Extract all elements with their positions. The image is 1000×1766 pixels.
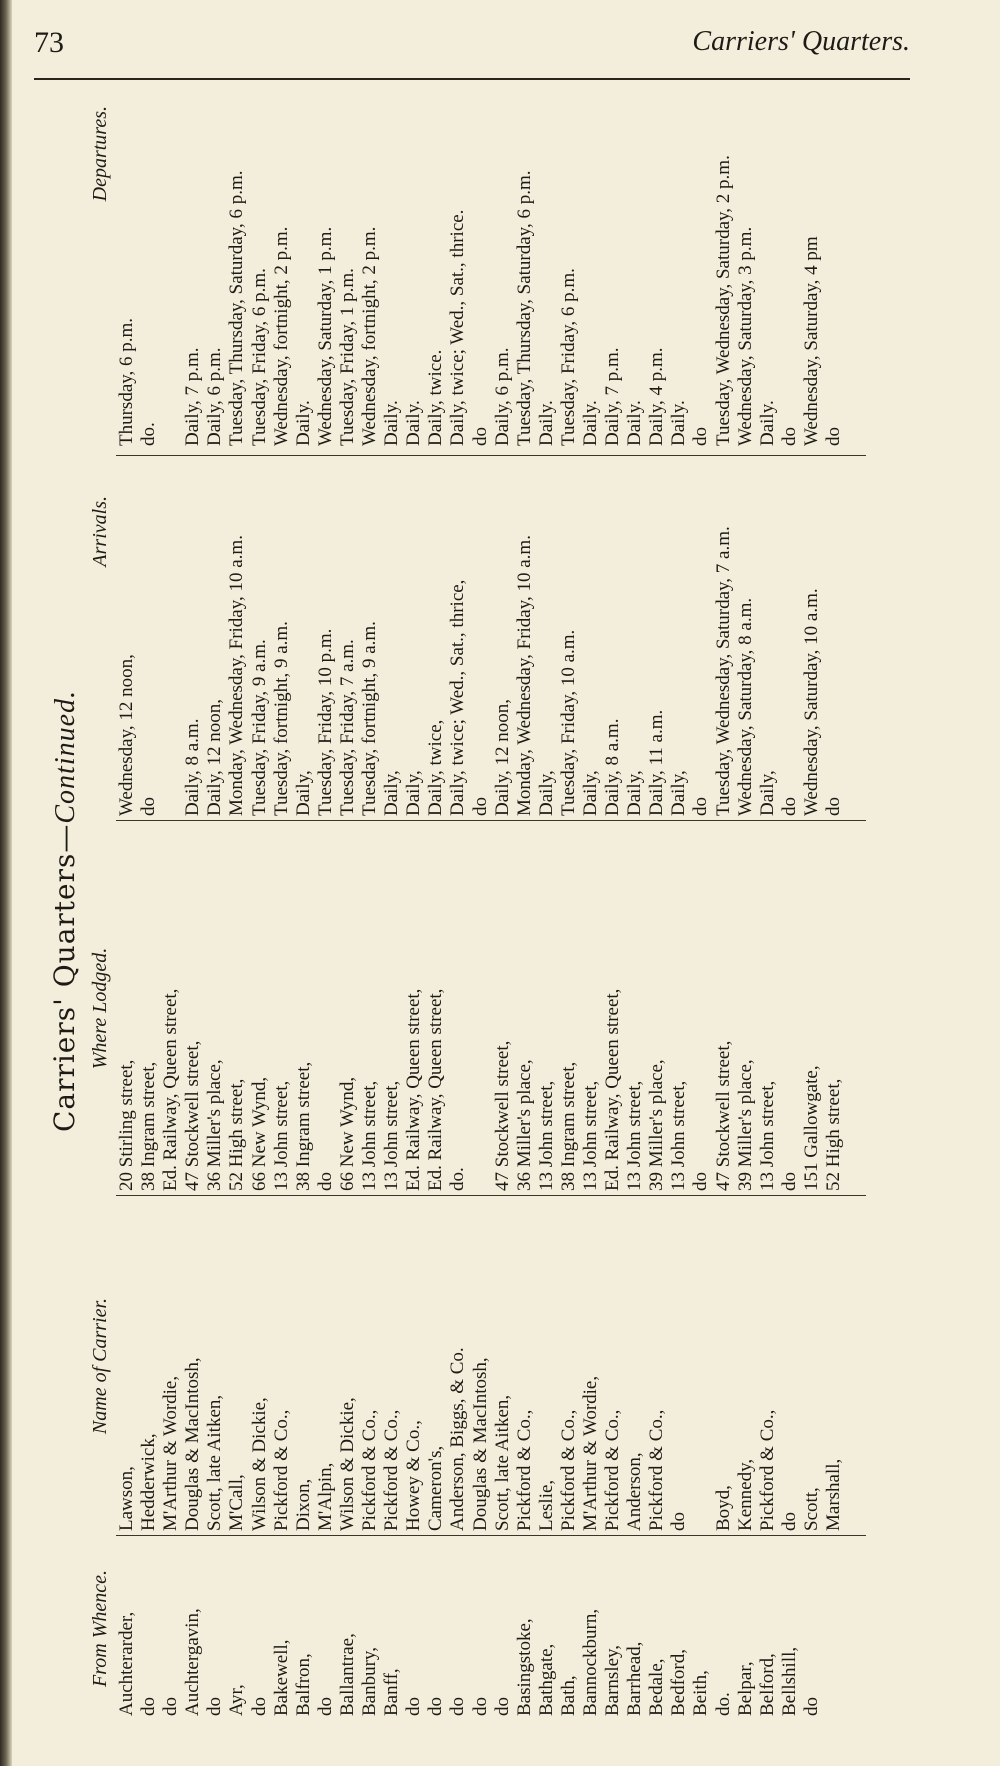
table-cell-carrier: Wilson & Dickie, — [336, 1397, 358, 1531]
table-cell-whence: do — [491, 1697, 513, 1716]
table-cell-arrivals: Daily, — [668, 770, 690, 816]
header-rule — [34, 78, 910, 80]
table-cell-whence: Bannockburn, — [579, 1608, 601, 1716]
table-cell-arrivals: Daily, — [756, 770, 778, 816]
table-cell-carrier: do — [668, 1512, 690, 1531]
table-cell-whence: Bellshill, — [778, 1646, 800, 1716]
table-cell-departures: Tuesday, Friday, 6 p.m. — [557, 268, 579, 446]
column-where-lodged — [84, 826, 845, 1191]
table-cell-whence: do — [425, 1697, 447, 1716]
table-cell-whence: Banff, — [381, 1668, 403, 1716]
table-cell-arrivals: Daily, — [381, 770, 403, 816]
table-cell-arrivals: Tuesday, fortnight, 9 a.m. — [270, 621, 292, 816]
header-departures: Departures. — [89, 106, 111, 202]
table-cell-whence: Beith, — [690, 1670, 712, 1716]
table-cell-arrivals: Tuesday, Friday, 9 a.m. — [248, 639, 270, 816]
column-departures — [84, 86, 845, 446]
table-cell-whence: Bath, — [557, 1675, 579, 1716]
table-cell-carrier: Marshall, — [823, 1458, 844, 1531]
table-cell-whence: Balfron, — [292, 1653, 314, 1716]
table-cell-carrier: Kennedy, — [734, 1458, 756, 1531]
column-divider — [116, 820, 866, 821]
table-cell-whence: do — [469, 1697, 491, 1716]
table-cell-departures — [160, 86, 182, 446]
table-cell-carrier — [690, 1201, 712, 1531]
table-cell-departures: Daily, twice; Wed., Sat., thrice. — [447, 209, 469, 446]
table-cell-arrivals: Tuesday, Friday, 10 p.m. — [314, 628, 336, 816]
table-cell-carrier: Lawson, — [116, 1466, 137, 1531]
table-cell-departures: Daily. — [535, 400, 557, 446]
table-cell-whence: do — [138, 1697, 160, 1716]
column-divider — [116, 455, 866, 456]
table-cell-lodged: 13 John street, — [624, 1080, 646, 1191]
table-cell-carrier: do — [778, 1512, 800, 1531]
running-head: Carriers' Quarters. — [692, 26, 910, 57]
page-binding-shadow — [0, 0, 12, 1766]
table-cell-lodged: Ed. Railway, Queen street, — [403, 988, 425, 1191]
table-cell-whence: do — [160, 1697, 182, 1716]
table-cell-arrivals: Daily, 12 noon, — [204, 699, 226, 816]
column-arrivals — [84, 476, 845, 816]
table-cell-carrier: Pickford & Co., — [756, 1409, 778, 1531]
table-cell-lodged: 52 High street, — [226, 1078, 248, 1191]
table-cell-departures: Tuesday, Friday, 1 p.m. — [336, 268, 358, 446]
table-cell-carrier: Pickford & Co., — [359, 1409, 381, 1531]
table-cell-arrivals: Daily, — [624, 770, 646, 816]
table-cell-lodged: 13 John street, — [668, 1080, 690, 1191]
table-cell-lodged: 20 Stirling street, — [116, 1059, 137, 1191]
table-cell-arrivals: Daily, twice, — [425, 719, 447, 816]
table-cell-carrier: Anderson, Biggs, & Co. — [447, 1347, 469, 1531]
table-cell-departures: Tuesday, Thursday, Saturday, 6 p.m. — [226, 170, 248, 446]
table-cell-whence: Banbury, — [359, 1647, 381, 1716]
table-cell-departures: Daily. — [579, 400, 601, 446]
table-cell-whence: do — [248, 1697, 270, 1716]
table-cell-lodged: 47 Stockwell street, — [491, 1040, 513, 1191]
header-carrier: Name of Carrier. — [89, 1297, 111, 1435]
table-cell-lodged: 38 Ingram street, — [557, 1061, 579, 1191]
table-cell-carrier: Leslie, — [535, 1479, 557, 1531]
table-cell-carrier: Pickford & Co., — [513, 1409, 535, 1531]
table-cell-departures: Thursday, 6 p.m. — [116, 317, 137, 446]
table-cell-arrivals: Tuesday, Wednesday, Saturday, 7 a.m. — [712, 526, 734, 816]
table-cell-whence: Basingstoke, — [513, 1618, 535, 1716]
table-cell-arrivals: Daily, twice; Wed., Sat., thrice, — [447, 579, 469, 816]
table-cell-arrivals: Daily, — [292, 770, 314, 816]
table-cell-carrier: Howey & Co., — [403, 1420, 425, 1531]
table-cell-carrier: Anderson, — [624, 1452, 646, 1531]
table-cell-departures: Wednesday, Saturday, 4 pm — [800, 236, 822, 446]
table-cell-arrivals: do — [823, 797, 844, 816]
table-cell-lodged: do — [778, 1172, 800, 1191]
table-cell-departures: Tuesday, Friday, 6 p.m. — [248, 268, 270, 446]
table-cell-arrivals: Monday, Wednesday, Friday, 10 a.m. — [513, 535, 535, 816]
table-cell-carrier: Hedderwick, — [138, 1433, 160, 1531]
column-divider — [116, 1535, 866, 1536]
table-cell-departures: do — [469, 427, 491, 446]
table-cell-departures: do — [690, 427, 712, 446]
table-cell-whence: Belford, — [756, 1653, 778, 1716]
table-cell-departures: Daily. — [624, 400, 646, 446]
table-cell-lodged: 13 John street, — [381, 1080, 403, 1191]
table-cell-lodged: 66 New Wynd, — [248, 1076, 270, 1191]
table-cell-departures: Daily. — [403, 400, 425, 446]
table-cell-lodged: 47 Stockwell street, — [712, 1040, 734, 1191]
table-cell-carrier: Scott, late Aitken, — [491, 1394, 513, 1531]
table-cell-whence: Bedale, — [646, 1658, 668, 1716]
table-cell-whence: Belpar, — [734, 1661, 756, 1716]
table-cell-departures: Daily, 7 p.m. — [602, 347, 624, 446]
table-cell-whence: Ayr, — [226, 1684, 248, 1716]
table-cell-departures: Daily, 6 p.m. — [491, 347, 513, 446]
table-cell-lodged: 13 John street, — [535, 1080, 557, 1191]
table-title: Carriers' Quarters—Continued. — [48, 689, 81, 1133]
table-cell-carrier: M'Arthur & Wordie, — [160, 1375, 182, 1531]
table-cell-arrivals: Daily, — [535, 770, 557, 816]
table-cell-departures: Daily. — [756, 400, 778, 446]
table-cell-lodged: do. — [447, 1167, 469, 1191]
table-cell-departures: Daily, 7 p.m. — [182, 347, 204, 446]
table-cell-lodged: 13 John street, — [579, 1080, 601, 1191]
column-carrier — [84, 1201, 845, 1531]
table-cell-arrivals: Monday, Wednesday, Friday, 10 a.m. — [226, 535, 248, 816]
table-cell-carrier: Cameron's, — [425, 1445, 447, 1531]
table-cell-departures: Wednesday, Saturday, 3 p.m. — [734, 226, 756, 446]
table-cell-carrier: Dixon, — [292, 1478, 314, 1531]
header-from-whence: From Whence. — [89, 1570, 111, 1687]
table-cell-departures: Daily, 6 p.m. — [204, 347, 226, 446]
table-cell-whence: Bathgate, — [535, 1643, 557, 1716]
table-cell-lodged: do — [314, 1172, 336, 1191]
table-cell-whence: do. — [712, 1692, 734, 1716]
table-cell-whence: Auchterarder, — [116, 1611, 137, 1716]
table-cell-carrier: Pickford & Co., — [270, 1409, 292, 1531]
table-cell-departures: do — [778, 427, 800, 446]
table-cell-whence: do — [403, 1697, 425, 1716]
table-cell-lodged: 39 Miller's place, — [734, 1059, 756, 1191]
table-cell-whence: do — [204, 1697, 226, 1716]
table-cell-departures: Tuesday, Thursday, Saturday, 6 p.m. — [513, 170, 535, 446]
table-cell-whence: Barnsley, — [602, 1644, 624, 1716]
table-cell-lodged: 13 John street, — [270, 1080, 292, 1191]
table-cell-departures: Daily. — [292, 400, 314, 446]
table-cell-departures: do — [823, 427, 844, 446]
table-cell-lodged: 151 Gallowgate, — [800, 1065, 822, 1191]
table-cell-carrier: Pickford & Co., — [557, 1409, 579, 1531]
table-cell-arrivals — [160, 476, 182, 816]
table-cell-departures: Wednesday, fortnight, 2 p.m. — [359, 226, 381, 446]
table-cell-arrivals: do — [138, 797, 160, 816]
table-cell-lodged: 38 Ingram street, — [138, 1061, 160, 1191]
table-cell-arrivals: Tuesday, Friday, 7 a.m. — [336, 639, 358, 816]
table-cell-whence — [823, 1541, 845, 1716]
table-cell-carrier: Douglas & MacIntosh, — [469, 1357, 491, 1531]
table-cell-departures: Daily. — [668, 400, 690, 446]
table-cell-arrivals: Wednesday, 12 noon, — [116, 654, 137, 816]
table-cell-arrivals: Daily, 11 a.m. — [646, 709, 668, 816]
table-cell-lodged: do — [690, 1172, 712, 1191]
table-cell-carrier: Pickford & Co., — [381, 1409, 403, 1531]
table-cell-carrier: M'Call, — [226, 1474, 248, 1531]
table-cell-departures: Wednesday, fortnight, 2 p.m. — [270, 226, 292, 446]
table-cell-arrivals: Wednesday, Saturday, 8 a.m. — [734, 597, 756, 816]
header-where-lodged: Where Lodged. — [89, 947, 111, 1070]
table-cell-carrier: Scott, late Aitken, — [204, 1394, 226, 1531]
table-cell-arrivals: do — [469, 797, 491, 816]
table-cell-arrivals: Daily, — [579, 770, 601, 816]
table-cell-lodged: 13 John street, — [756, 1080, 778, 1191]
table-cell-lodged: 47 Stockwell street, — [182, 1040, 204, 1191]
table-cell-whence: Barrhead, — [624, 1641, 646, 1716]
table-cell-arrivals: Tuesday, Friday, 10 a.m. — [557, 629, 579, 816]
table-cell-arrivals: Daily, 12 noon, — [491, 699, 513, 816]
table-cell-arrivals: Daily, 8 a.m. — [182, 718, 204, 816]
table-cell-lodged: 39 Miller's place, — [646, 1059, 668, 1191]
table-cell-departures: Tuesday, Wednesday, Saturday, 2 p.m. — [712, 155, 734, 446]
column-divider — [116, 1195, 866, 1196]
column-from-whence — [84, 1541, 845, 1716]
table-cell-lodged: 52 High street, — [823, 1078, 844, 1191]
page-number: 73 — [34, 26, 64, 59]
table-cell-lodged: 13 John street, — [359, 1080, 381, 1191]
table-cell-whence: do — [447, 1697, 469, 1716]
header-arrivals: Arrivals. — [89, 496, 111, 567]
table-cell-arrivals: do — [778, 797, 800, 816]
table-cell-lodged: 66 New Wynd, — [336, 1076, 358, 1191]
table-cell-departures: do. — [138, 422, 160, 446]
table-cell-lodged: Ed. Railway, Queen street, — [425, 988, 447, 1191]
table-cell-lodged — [470, 826, 492, 1191]
table-cell-whence: Bakewell, — [270, 1639, 292, 1716]
table-cell-departures: Daily. — [381, 400, 403, 446]
table-cell-whence: Auchtergavin, — [182, 1608, 204, 1716]
table-cell-departures: Wednesday, Saturday, 1 p.m. — [314, 226, 336, 446]
table-cell-carrier: Scott, — [800, 1487, 822, 1531]
table-cell-whence: do — [314, 1697, 336, 1716]
table-cell-lodged: 38 Ingram street, — [292, 1061, 314, 1191]
table-cell-whence: Ballantrae, — [336, 1633, 358, 1716]
carriers-table — [44, 86, 914, 1736]
table-cell-departures: Daily, twice. — [425, 349, 447, 446]
table-cell-lodged: Ed. Railway, Queen street, — [160, 988, 182, 1191]
table-cell-carrier: M'Arthur & Wordie, — [579, 1375, 601, 1531]
table-cell-arrivals: do — [690, 797, 712, 816]
table-cell-departures: Daily, 4 p.m. — [646, 347, 668, 446]
table-cell-lodged: 36 Miller's place, — [513, 1059, 535, 1191]
table-cell-arrivals: Wednesday, Saturday, 10 a.m. — [800, 588, 822, 816]
table-cell-carrier: Wilson & Dickie, — [248, 1397, 270, 1531]
table-cell-lodged: Ed. Railway, Queen street, — [602, 988, 624, 1191]
table-cell-arrivals: Tuesday, fortnight, 9 a.m. — [359, 621, 381, 816]
table-cell-carrier: M'Alpin, — [314, 1462, 336, 1531]
table-cell-arrivals: Daily, 8 a.m. — [602, 718, 624, 816]
table-cell-carrier: Pickford & Co., — [602, 1409, 624, 1531]
table-cell-carrier: Douglas & MacIntosh, — [182, 1357, 204, 1531]
table-cell-carrier: Boyd, — [712, 1485, 734, 1531]
table-cell-lodged: 36 Miller's place, — [204, 1059, 226, 1191]
table-cell-whence: Bedford, — [668, 1648, 690, 1716]
table-cell-carrier: Pickford & Co., — [646, 1409, 668, 1531]
table-cell-whence: do — [800, 1697, 822, 1716]
table-cell-arrivals: Daily, — [403, 770, 425, 816]
